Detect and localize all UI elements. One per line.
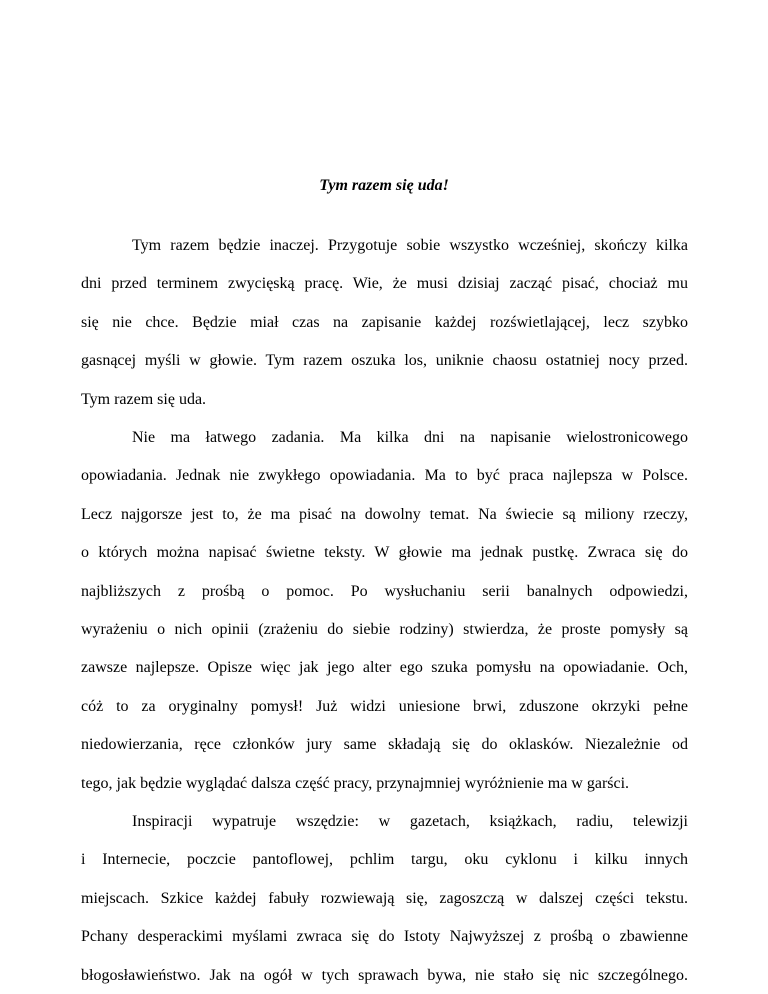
text-line: miejscach. Szkice każdej fabuły rozwiewają się, zagoszczą w dalszej części tekstu. [81,889,688,907]
text-line: Pchany desperackimi myślami zwraca się do Istoty Najwyższej z prośbą o zbawienne [81,928,688,946]
text-line: Inspiracji wypatruje wszędzie: w gazetach, książkach, radiu, telewizji [132,813,688,830]
text-line: wyrażeniu o nich opinii (zrażeniu do siebie rodziny) stwierdza, że proste pomysły są [81,621,688,638]
text-line: dni przed terminem zwycięską pracę. Wie, że musi dzisiaj zacząć pisać, chociaż mu [81,275,688,293]
text-line: i Internecie, poczcie pantoflowej, pchlim targu, oku cyklonu i kilku innych [81,851,688,869]
text-line: niedowierzania, ręce członków jury same składają się do oklasków. Niezależnie od [81,736,688,754]
text-line: Lecz najgorsze jest to, że ma pisać na dowolny temat. Na świecie są miliony rzeczy, [81,505,688,523]
text-line: Nie ma łatwego zadania. Ma kilka dni na napisanie wielostronicowego [132,429,688,446]
text-line: tego, jak będzie wyglądać dalsza część pracy, przynajmniej wyróżnienie ma w garści. [81,774,630,792]
text-line: najbliższych z prośbą o pomoc. Po wysłuchaniu serii banalnych odpowiedzi, [81,582,688,600]
text-line: Tym razem będzie inaczej. Przygotuje sobie wszystko wcześniej, skończy kilka [132,237,688,254]
text-line: zawsze najlepsze. Opisze więc jak jego alter ego szuka pomysłu na opowiadanie. Och, [81,659,688,677]
text-line: o których można napisać świetne teksty. W głowie ma jednak pustkę. Zwraca się do [81,544,688,562]
text-line: się nie chce. Będzie miał czas na zapisanie każdej rozświetlającej, lecz szybko [81,313,688,331]
text-line: opowiadania. Jednak nie zwykłego opowiadania. Ma to być praca najlepsza w Polsce. [81,467,688,485]
document-title: Tym razem się uda! [319,177,449,194]
text-line: Tym razem się uda. [81,390,207,408]
text-line: błogosławieństwo. Jak na ogół w tych sprawach bywa, nie stało się nic szczególnego. [81,966,688,984]
text-line: gasnącej myśli w głowie. Tym razem oszuka los, uniknie chaosu ostatniej nocy przed. [81,352,688,370]
text-line: cóż to za oryginalny pomysł! Już widzi uniesione brwi, zduszone okrzyki pełne [81,697,688,715]
